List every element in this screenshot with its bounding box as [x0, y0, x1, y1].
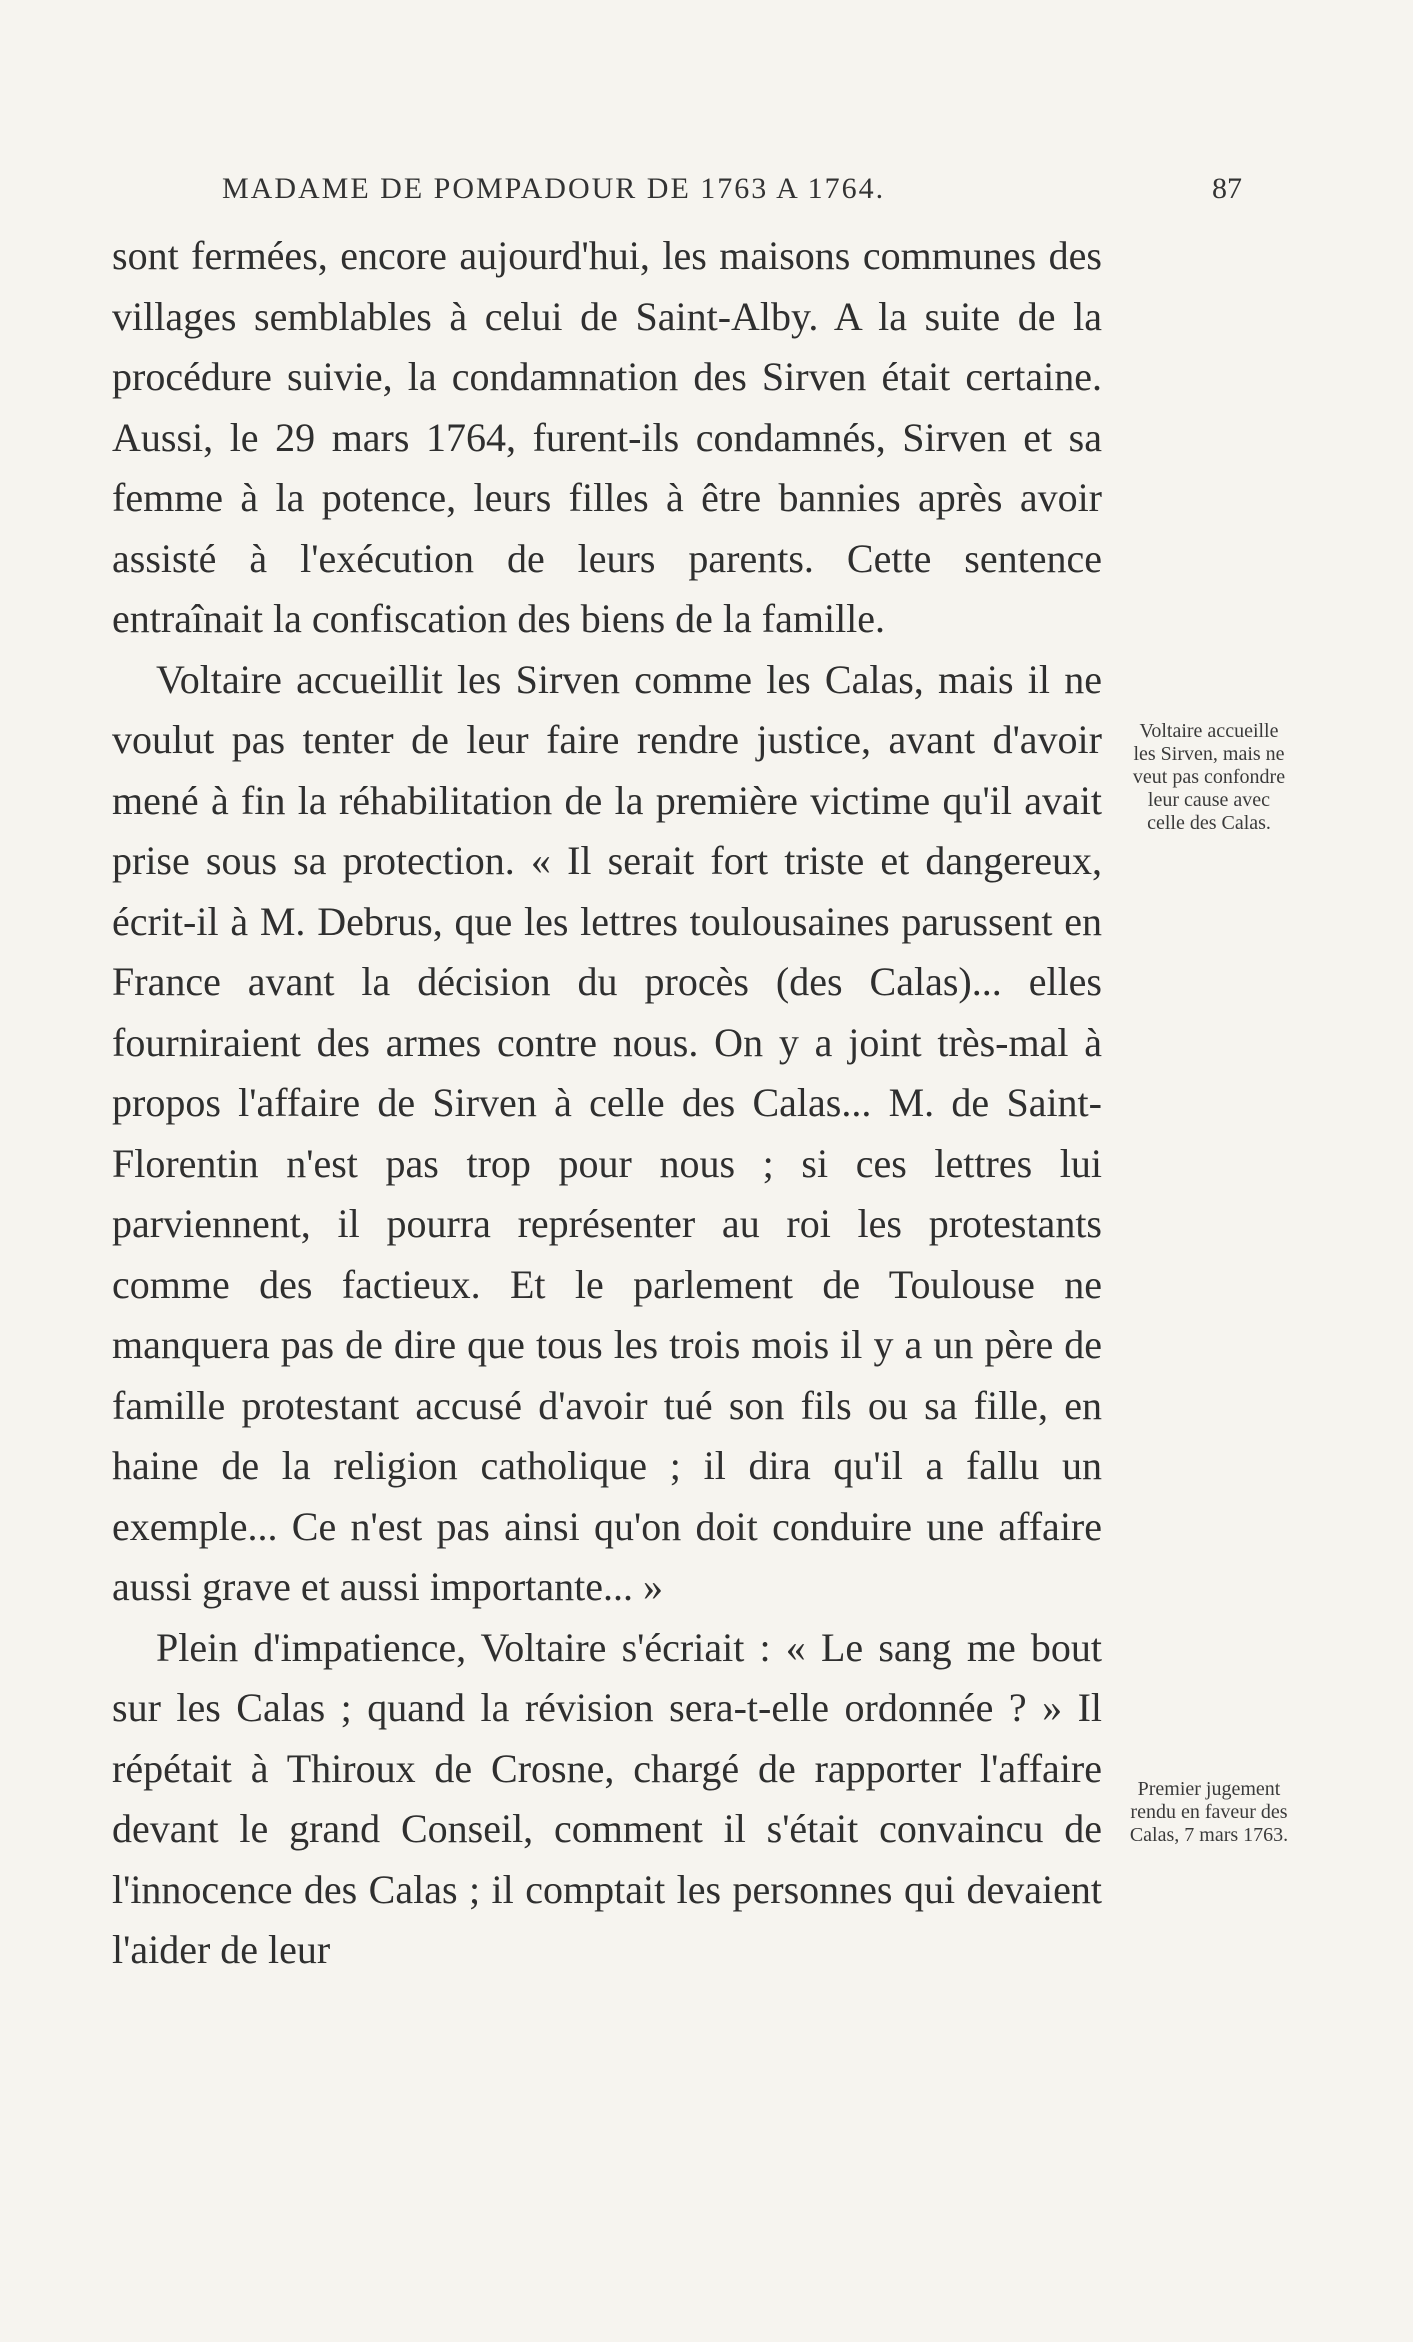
paragraph: Voltaire accueillit les Sirven comme les Calas, mais il ne voulut pas tenter de leur faire rendre justice, avant d'avoir mené à fin la réhabilitation de la première victime qu'il avait prise sous sa protection. « Il serait fort triste et dangereux, écrit-il à M. Debrus, que les lettres toulousaines parussent en France avant la décision du procès (des Calas)... elles fourniraient des armes contre nous. On y a joint très-mal à propos l'affaire de Sirven à celle des Calas... M. de Saint-Florentin n'est pas trop pour nous ; si ces lettres lui parviennent, il pourra représenter au roi les protestants comme des factieux. Et le parlement de Toulouse ne manquera pas de dire que tous les trois mois il y a un père de famille protestant accusé d'avoir tué son fils ou sa fille, en haine de la religion catholique ; il dira qu'il a fallu un exemple... Ce n'est pas ainsi qu'on doit conduire une affaire aussi grave et aussi importante... »: [112, 656, 1102, 1609]
paragraph: Plein d'impatience, Voltaire s'écriait : « Le sang me bout sur les Calas ; quand la révision sera-t-elle ordonnée ? » Il répétait à Thiroux de Crosne, chargé de rapporter l'affaire devant le grand Conseil, comment il s'était convaincu de l'innocence des Calas ; il comptait les personnes qui devaient l'aider de leur: [112, 1624, 1102, 1972]
running-title: MADAME DE POMPADOUR DE 1763 A 1764.: [222, 172, 886, 205]
margin-note: Voltaire accueille les Sirven, mais ne veut pas confondre leur cause avec celle des Calas.: [1132, 720, 1286, 834]
margin-note: Premier jugement rendu en faveur des Calas, 7 mars 1763.: [1129, 1778, 1289, 1846]
running-head: [112, 172, 1242, 212]
page-number: 87: [1212, 172, 1242, 205]
main-text: [112, 226, 1102, 1981]
paragraph: sont fermées, encore aujourd'hui, les maisons communes des villages semblables à celui de Saint-Alby. A la suite de la procédure suivie, la condamnation des Sirven était certaine. Aussi, le 29 mars 1764, furent-ils condamnés, Sirven et sa femme à la potence, leurs filles à être bannies après avoir assisté à l'exécution de leurs parents. Cette sentence entraînait la confiscation des biens de la famille.: [112, 233, 1102, 641]
